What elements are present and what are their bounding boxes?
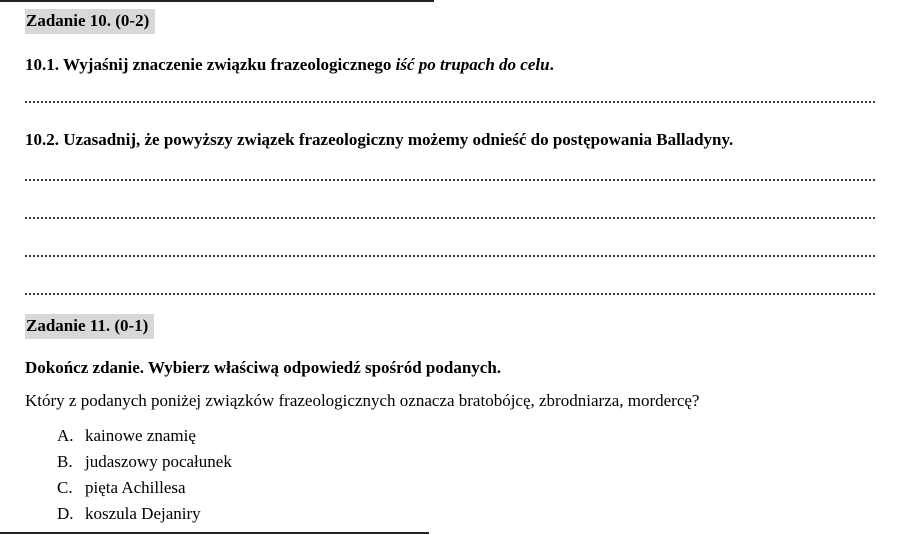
task10-q1-prefix: 10.1. Wyjaśnij znaczenie związku frazeologicznego	[25, 55, 396, 74]
task10-question-2: 10.2. Uzasadnij, że powyższy związek frazeologiczny możemy odnieść do postępowania Balladyny.	[25, 130, 734, 149]
answer-option-a	[57, 423, 232, 449]
answer-line	[25, 217, 875, 219]
task10-heading: Zadanie 10. (0-2)	[25, 9, 155, 34]
task11-instruction: Dokończ zdanie. Wybierz właściwą odpowiedź spośród podanych.	[25, 358, 502, 377]
answer-option-c	[57, 475, 232, 501]
answer-line	[25, 293, 875, 295]
answer-option-d	[57, 501, 232, 527]
task10-q1-suffix: .	[549, 55, 554, 74]
task11-heading: Zadanie 11. (0-1)	[25, 314, 154, 339]
answer-option-b	[57, 449, 232, 475]
option-letter: C.	[57, 478, 73, 497]
option-text: judaszowy pocałunek	[85, 452, 232, 471]
answer-options-list	[57, 423, 232, 527]
bottom-rule	[0, 532, 429, 534]
answer-line	[25, 255, 875, 257]
answer-line	[25, 101, 875, 103]
answer-line	[25, 179, 875, 181]
option-text: koszula Dejaniry	[85, 504, 201, 523]
top-rule	[0, 0, 434, 2]
option-letter: D.	[57, 504, 74, 523]
task10-q1-idiom: iść po trupach do celu	[395, 55, 550, 74]
option-text: pięta Achillesa	[85, 478, 186, 497]
option-letter: B.	[57, 452, 73, 471]
task11-question: Który z podanych poniżej związków frazeologicznych oznacza bratobójcę, zbrodniarza, mordercę?	[25, 391, 700, 410]
task10-question-1	[25, 54, 554, 76]
option-letter: A.	[57, 426, 74, 445]
option-text: kainowe znamię	[85, 426, 196, 445]
